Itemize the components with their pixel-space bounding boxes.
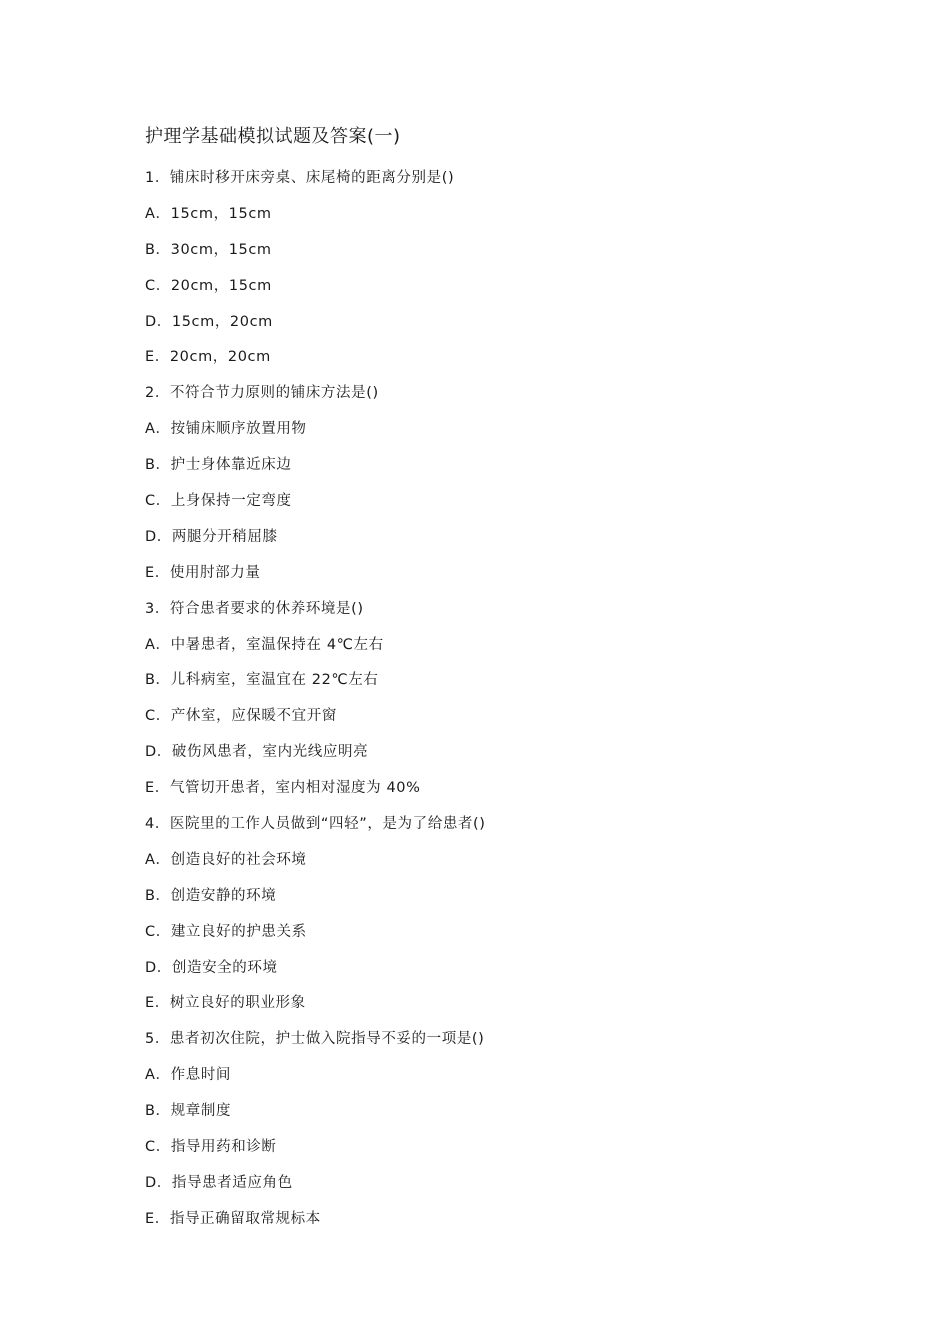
- answer-option: B．创造安静的环境: [145, 887, 277, 904]
- answer-option: D．指导患者适应角色: [145, 1174, 293, 1191]
- answer-option: E．20cm，20cm: [145, 349, 271, 366]
- answer-option: D．15cm，20cm: [145, 313, 273, 330]
- answer-option: D．破伤风患者，室内光线应明亮: [145, 744, 369, 761]
- answer-option: A．创造良好的社会环境: [145, 851, 307, 868]
- answer-option: B．规章制度: [145, 1103, 232, 1120]
- answer-option: B．儿科病室，室温宜在 22℃左右: [145, 672, 379, 689]
- answer-option: B．护士身体靠近床边: [145, 457, 292, 474]
- answer-option: A．作息时间: [145, 1067, 232, 1084]
- answer-option: C．上身保持一定弯度: [145, 493, 292, 510]
- question-list: [145, 167, 486, 1244]
- document-title: 护理学基础模拟试题及答案(一): [145, 126, 401, 147]
- answer-option: B．30cm，15cm: [145, 241, 272, 258]
- answer-option: C．20cm，15cm: [145, 277, 272, 294]
- answer-option: D．两腿分开稍屈膝: [145, 528, 278, 545]
- answer-option: A．中暑患者，室温保持在 4℃左右: [145, 636, 384, 653]
- answer-option: E．指导正确留取常规标本: [145, 1210, 321, 1227]
- answer-option: C．指导用药和诊断: [145, 1139, 277, 1156]
- answer-option: E．气管切开患者，室内相对湿度为 40%: [145, 780, 421, 797]
- question-text: 4．医院里的工作人员做到“四轻”，是为了给患者(): [145, 816, 486, 833]
- answer-option: C．产休室，应保暖不宜开窗: [145, 708, 337, 725]
- question-text: 5．患者初次住院，护士做入院指导不妥的一项是(): [145, 1031, 485, 1048]
- answer-option: A．按铺床顺序放置用物: [145, 421, 307, 438]
- answer-option: A．15cm，15cm: [145, 205, 272, 222]
- answer-option: D．创造安全的环境: [145, 959, 278, 976]
- question-text: 1．铺床时移开床旁桌、床尾椅的距离分别是(): [145, 170, 455, 186]
- answer-option: E．使用肘部力量: [145, 564, 261, 581]
- question-text: 2．不符合节力原则的铺床方法是(): [145, 385, 379, 402]
- question-text: 3．符合患者要求的休养环境是(): [145, 600, 364, 617]
- answer-option: E．树立良好的职业形象: [145, 995, 306, 1012]
- answer-option: C．建立良好的护患关系: [145, 923, 307, 940]
